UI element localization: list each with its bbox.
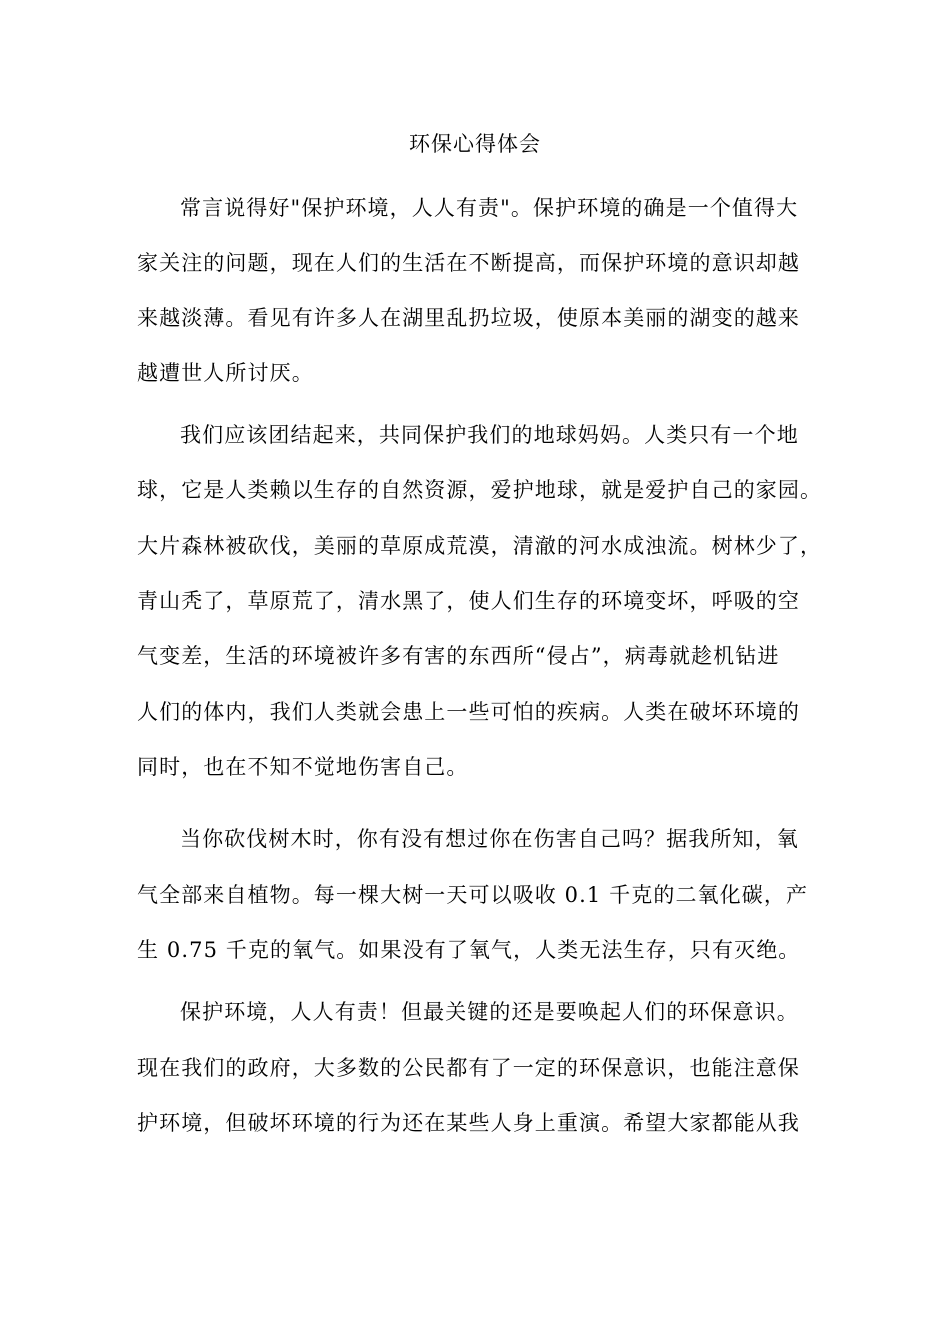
paragraph-line: 现在我们的政府，大多数的公民都有了一定的环保意识，也能注意保 — [137, 1056, 800, 1080]
paragraph-line: 护环境，但破坏环境的行为还在某些人身上重演。希望大家都能从我 — [137, 1111, 800, 1135]
paragraph-line: 球，它是人类赖以生存的自然资源，爱护地球，就是爱护自己的家园。 — [137, 478, 823, 502]
document-title: 环保心得体会 — [409, 132, 541, 156]
paragraph-line: 气变差，生活的环境被许多有害的东西所“侵占”，病毒就趁机钻进 — [137, 644, 780, 668]
paragraph-line: 常言说得好"保护环境，人人有责"。保护环境的确是一个值得大 — [180, 196, 799, 220]
paragraph-line: 青山秃了，草原荒了，清水黑了，使人们生存的环境变坏，呼吸的空 — [137, 589, 800, 613]
paragraph-line: 当你砍伐树木时，你有没有想过你在伤害自己吗？据我所知，氧 — [180, 827, 799, 851]
paragraph-line: 来越淡薄。看见有许多人在湖里乱扔垃圾，使原本美丽的湖变的越来 — [137, 306, 800, 330]
paragraph-line: 气全部来自植物。每一棵大树一天可以吸收 0.1 千克的二氧化碳，产 — [137, 883, 809, 907]
paragraph-line: 保护环境，人人有责！但最关键的还是要唤起人们的环保意识。 — [180, 1000, 799, 1024]
paragraph-line: 同时，也在不知不觉地伤害自己。 — [137, 755, 469, 779]
paragraph-line: 大片森林被砍伐，美丽的草原成荒漠，清澈的河水成浊流。树林少了， — [137, 534, 823, 558]
paragraph-line: 生 0.75 千克的氧气。如果没有了氧气，人类无法生存，只有灭绝。 — [137, 938, 801, 962]
paragraph-line: 越遭世人所讨厌。 — [137, 361, 314, 385]
paragraph-line: 我们应该团结起来，共同保护我们的地球妈妈。人类只有一个地 — [180, 423, 799, 447]
paragraph-line: 家关注的问题，现在人们的生活在不断提高，而保护环境的意识却越 — [137, 251, 800, 275]
paragraph-line: 人们的体内，我们人类就会患上一些可怕的疾病。人类在破坏环境的 — [137, 700, 800, 724]
